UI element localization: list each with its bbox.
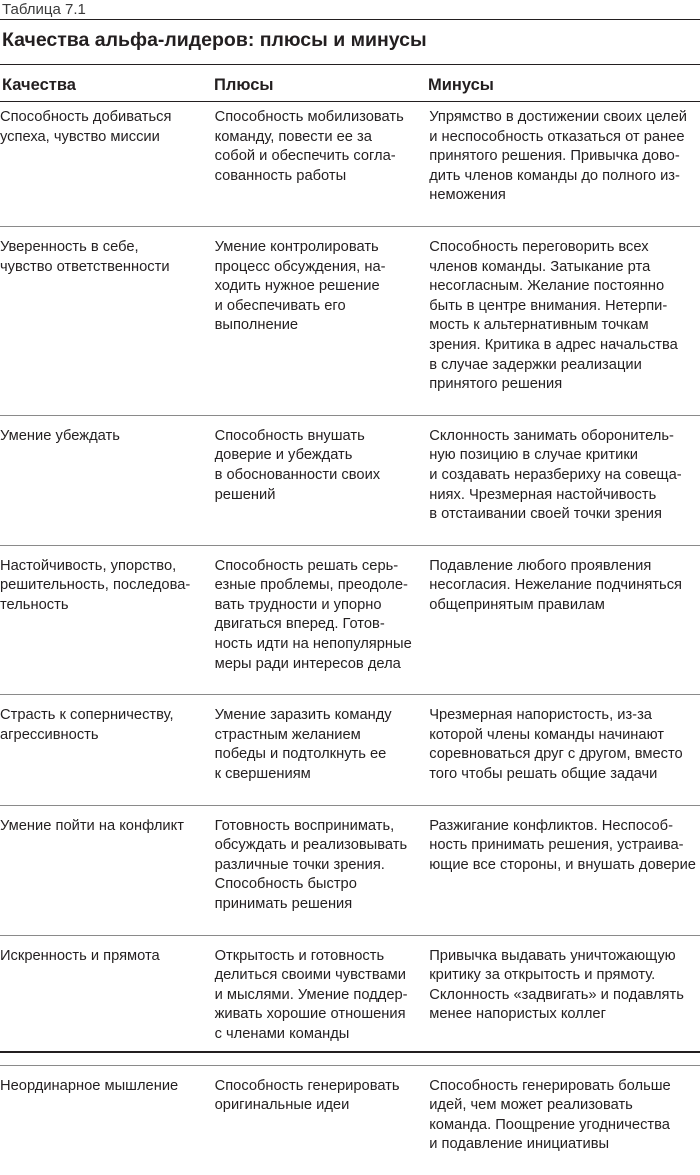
- table-row: [0, 1065, 700, 1175]
- cell-text-line: ность принимать решения, устраива-: [429, 837, 684, 854]
- cell-text-line: дить членов команды до полного из-: [429, 167, 680, 184]
- cell-text-line: и создавать неразбериху на совеща-: [429, 466, 682, 483]
- cell-text-line: Склонность занимать оборонитель-: [429, 427, 674, 444]
- cell-text-line: несогласным. Желание постоянно: [429, 278, 665, 295]
- cell-text-line: с членами команды: [214, 1025, 350, 1042]
- cell-text-line: Упрямство в достижении своих целей: [429, 109, 687, 125]
- table-bottom-rule: [0, 1051, 700, 1053]
- cell-text-line: тельность: [0, 596, 69, 613]
- cell-text-line: Способность решать серь-: [214, 557, 399, 574]
- cell-text-line: Чрезмерная напористость, из-за: [429, 707, 652, 724]
- cell-text-line: зрения. Критика в адрес начальства: [429, 336, 678, 353]
- quality-cell: [0, 935, 215, 1065]
- quality-cell: [0, 415, 215, 545]
- cell-text-line: Умение контролировать: [214, 238, 379, 255]
- header-bottom-rule: [0, 101, 700, 102]
- cell-text-line: собой и обеспечить согла-: [214, 148, 396, 165]
- cell-text-line: страстным желанием: [214, 726, 361, 743]
- cell-text-line: Привычка выдавать уничтожающую: [429, 947, 676, 964]
- cell-text-line: и мыслями. Умение поддер-: [214, 986, 408, 1003]
- cell-text-line: выполнение: [214, 317, 299, 334]
- cell-text-line: ниях. Чрезмерная настойчивость: [429, 486, 657, 503]
- table-row: [0, 695, 700, 805]
- column-header-quality: Качества: [2, 76, 76, 94]
- quality-cell: [0, 226, 215, 415]
- cell-text-line: доверие и убеждать: [214, 447, 353, 464]
- cell-text-line: которой члены команды начинают: [429, 726, 665, 743]
- cell-text-line: в случае задержки реализации: [429, 356, 642, 373]
- quality-cell: [0, 805, 215, 935]
- cell-text-line: Способность генерировать больше: [429, 1077, 671, 1094]
- cell-text-line: Искренность и прямота: [0, 947, 160, 964]
- cell-text-line: быть в центре внимания. Нетерпи-: [429, 297, 668, 314]
- cell-text-line: принятого решения. Привычка дово-: [429, 148, 680, 165]
- cell-text-line: менее напористых коллег: [429, 1006, 606, 1023]
- cell-text-line: и подавление инициативы: [429, 1136, 610, 1153]
- cell-text-line: команда. Поощрение угодничества: [429, 1116, 670, 1133]
- header-top-rule: [0, 64, 700, 65]
- cell-text-line: мость к альтернативным точкам: [429, 317, 649, 334]
- cell-text-line: соревноваться друг с другом, вместо: [429, 746, 683, 763]
- cell-text-line: победы и подтолкнуть ее: [214, 746, 387, 763]
- cell-text-line: Страсть к соперничеству,: [0, 707, 174, 724]
- cell-text-line: принимать решения: [214, 896, 353, 912]
- cell-text-line: успеха, чувство миссии: [0, 128, 160, 145]
- cell-text-line: Склонность «задвигать» и подавлять: [429, 986, 684, 1003]
- top-rule: [0, 19, 700, 20]
- cell-text-line: ность идти на непопулярные: [214, 636, 412, 653]
- cell-text-line: чувство ответственности: [0, 258, 170, 275]
- cell-text-line: Способность быстро: [214, 876, 357, 893]
- cell-text-line: живать хорошие отношения: [214, 1006, 406, 1023]
- cell-text-line: общепринятым правилам: [429, 596, 605, 613]
- cell-text-line: Умение пойти на конфликт: [0, 817, 184, 834]
- cell-text-line: и неспособность отказаться от ранее: [429, 128, 685, 145]
- table-caption: Таблица 7.1: [2, 1, 86, 18]
- cell-text-line: оригинальные идеи: [214, 1097, 350, 1114]
- cell-text-line: и обеспечивать его: [214, 297, 346, 314]
- cell-text-line: ходить нужное решение: [214, 278, 380, 295]
- table-row: [0, 805, 700, 935]
- cons-cell: [429, 545, 700, 695]
- cell-text-line: решительность, последова-: [0, 577, 191, 594]
- cell-text-line: к свершениям: [214, 766, 311, 783]
- cons-cell: [429, 415, 700, 545]
- column-header-pros: Плюсы: [214, 76, 274, 94]
- cell-text-line: Настойчивость, упорство,: [0, 557, 177, 574]
- cell-text-line: езные проблемы, преодоле-: [214, 577, 408, 594]
- cell-text-line: несогласия. Нежелание подчиняться: [429, 577, 682, 594]
- pros-cell: [215, 805, 430, 935]
- table-row: [0, 545, 700, 695]
- cell-text-line: Способность мобилизовать: [214, 109, 404, 125]
- cell-text-line: Подавление любого проявления: [429, 557, 652, 574]
- table-row: [0, 108, 700, 226]
- cell-text-line: меры ради интересов дела: [214, 655, 401, 672]
- pros-cell: [215, 545, 430, 695]
- table-row: [0, 226, 700, 415]
- cell-text-line: ющие все стороны, и внушать доверие: [429, 856, 696, 873]
- cell-text-line: Неординарное мышление: [0, 1077, 179, 1094]
- cell-text-line: процесс обсуждения, на-: [214, 258, 386, 275]
- cell-text-line: обсуждать и реализовывать: [214, 837, 408, 854]
- cell-text-line: команду, повести ее за: [214, 128, 372, 145]
- cell-text-line: Готовность воспринимать,: [214, 817, 395, 834]
- cons-cell: [429, 226, 700, 415]
- cell-text-line: в отстаивании своей точки зрения: [429, 506, 662, 523]
- cell-text-line: двигаться вперед. Готов-: [214, 616, 385, 633]
- cell-text-line: Разжигание конфликтов. Неспособ-: [429, 817, 673, 834]
- quality-cell: [0, 108, 215, 226]
- cell-text-line: различные точки зрения.: [214, 856, 385, 873]
- pros-cell: [215, 415, 430, 545]
- pros-cell: [215, 935, 430, 1065]
- cons-cell: [429, 695, 700, 805]
- cell-text-line: Умение заразить команду: [214, 707, 392, 724]
- cell-text-line: того чтобы решать общие задачи: [429, 766, 658, 783]
- cons-cell: [429, 1065, 700, 1175]
- cons-cell: [429, 108, 700, 226]
- pros-cell: [215, 695, 430, 805]
- cell-text-line: Способность генерировать: [214, 1077, 400, 1094]
- cell-text-line: Умение убеждать: [0, 427, 120, 444]
- column-header-cons: Минусы: [428, 76, 494, 94]
- cons-cell: [429, 935, 700, 1065]
- cell-text-line: вать трудности и упорно: [214, 596, 382, 613]
- cell-text-line: идей, чем может реализовать: [429, 1097, 633, 1114]
- qualities-table: [0, 108, 700, 1175]
- pros-cell: [215, 1065, 430, 1175]
- cell-text-line: Способность добиваться: [0, 109, 172, 125]
- cell-text-line: Способность внушать: [214, 427, 365, 444]
- quality-cell: [0, 695, 215, 805]
- table-row: [0, 935, 700, 1065]
- cell-text-line: Способность переговорить всех: [429, 238, 649, 255]
- quality-cell: [0, 545, 215, 695]
- cell-text-line: решений: [214, 486, 276, 503]
- cell-text-line: критику за открытость и прямоту.: [429, 967, 656, 984]
- cell-text-line: ную позицию в случае критики: [429, 447, 638, 464]
- cell-text-line: в обоснованности своих: [214, 466, 381, 483]
- cell-text-line: делиться своими чувствами: [214, 967, 406, 984]
- pros-cell: [215, 108, 430, 226]
- cell-text-line: Уверенность в себе,: [0, 238, 139, 255]
- cell-text-line: агрессивность: [0, 726, 99, 743]
- cell-text-line: Открытость и готовность: [214, 947, 385, 964]
- pros-cell: [215, 226, 430, 415]
- table-title: Качества альфа-лидеров: плюсы и минусы: [2, 29, 427, 51]
- cell-text-line: неможения: [429, 187, 506, 204]
- cell-text-line: членов команды. Затыкание рта: [429, 258, 651, 275]
- table-row: [0, 415, 700, 545]
- quality-cell: [0, 1065, 215, 1175]
- cell-text-line: принятого решения: [429, 376, 563, 393]
- cell-text-line: сованность работы: [214, 167, 347, 184]
- cons-cell: [429, 805, 700, 935]
